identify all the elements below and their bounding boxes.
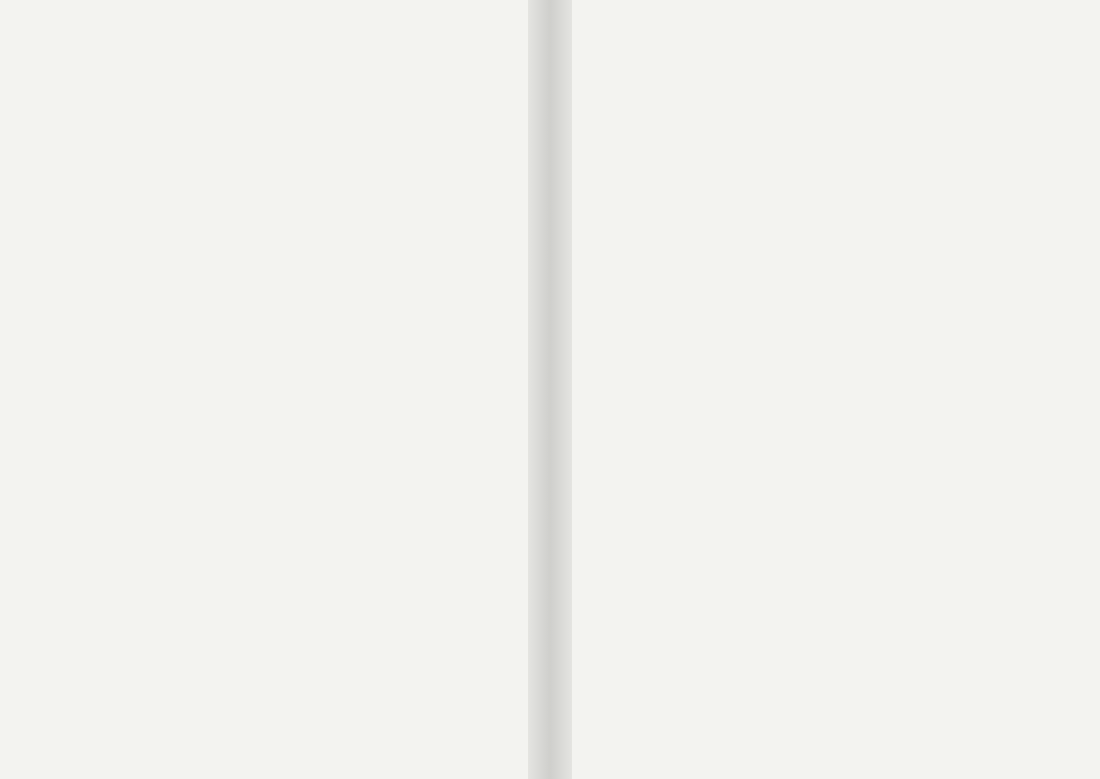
- right-page: [572, 0, 1100, 779]
- left-page: [0, 0, 528, 779]
- spiral-binding: [528, 0, 572, 779]
